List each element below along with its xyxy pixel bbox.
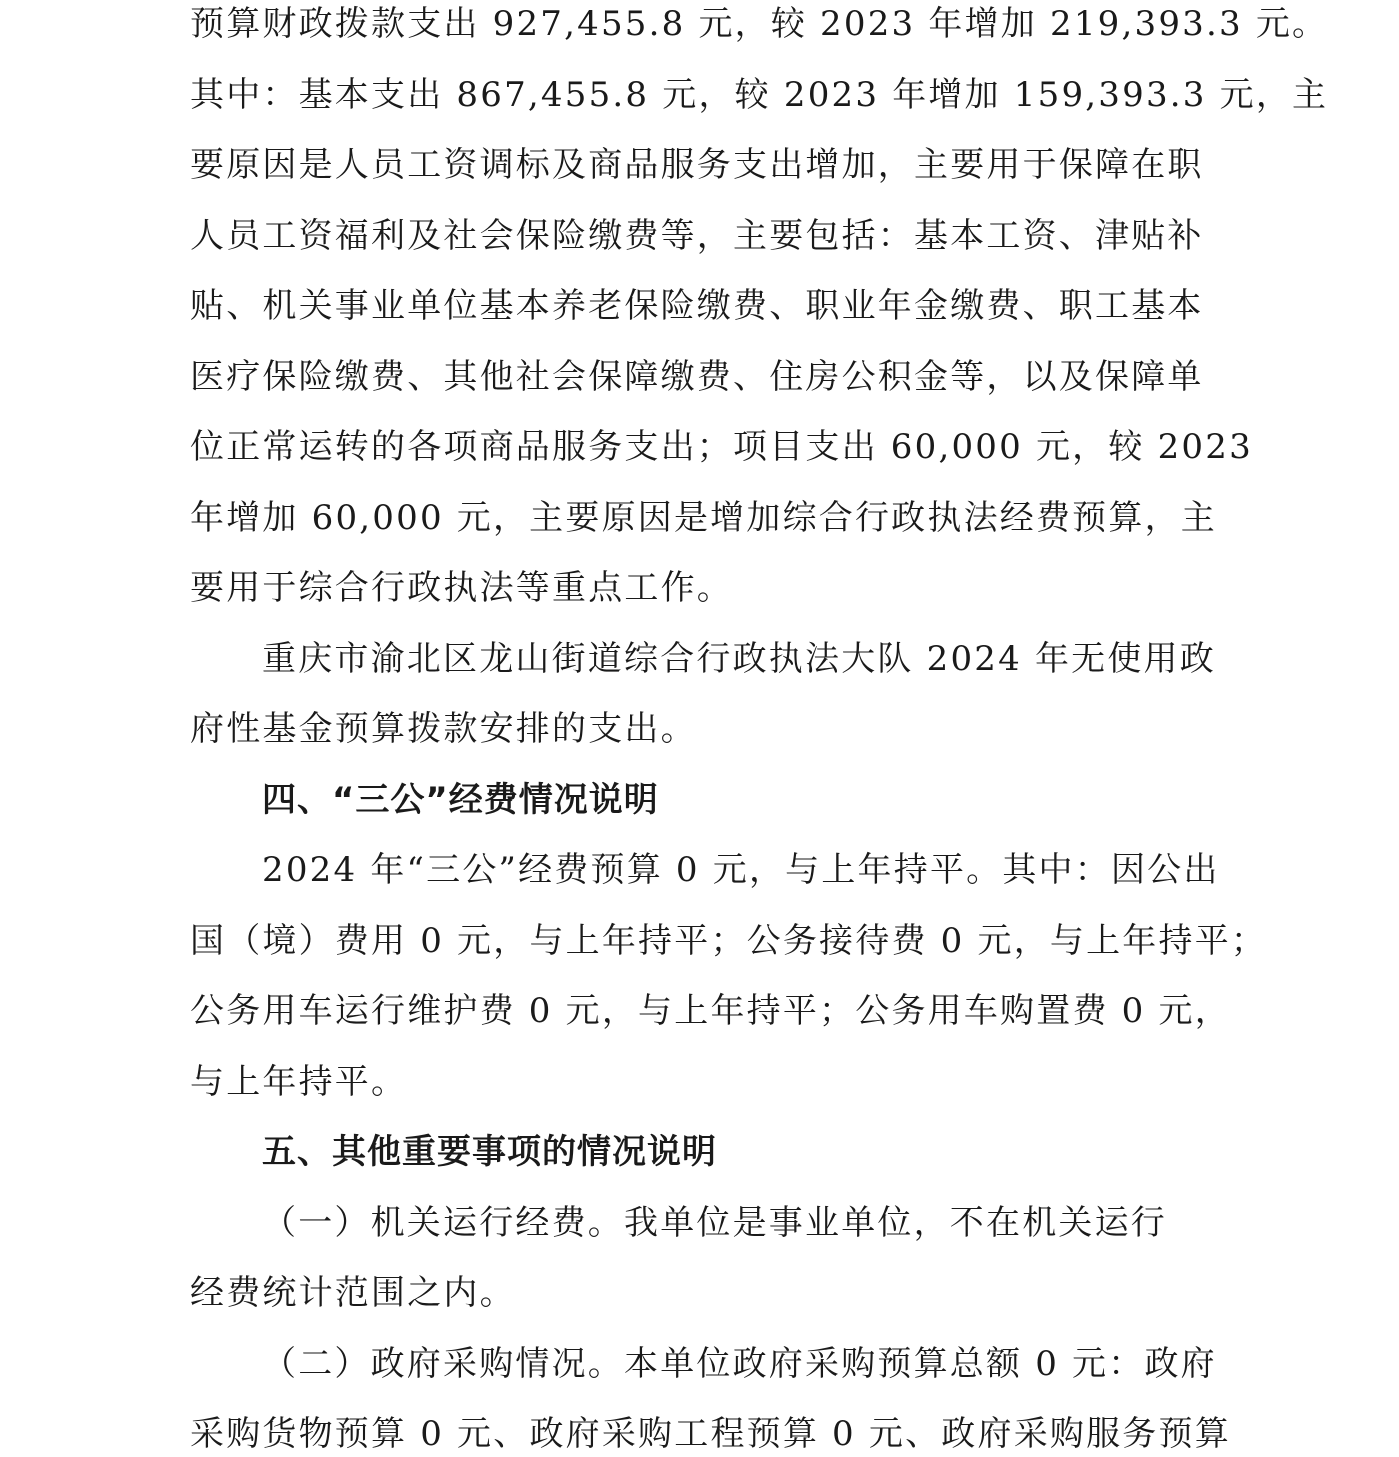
body-text-line: 人员工资福利及社会保险缴费等，主要包括：基本工资、津贴补 xyxy=(190,216,1204,256)
paragraph-first-line: 2024 年“三公”经费预算 0 元，与上年持平。其中：因公出 xyxy=(262,850,1220,890)
body-text-line: 与上年持平。 xyxy=(190,1062,408,1102)
paragraph-first-line: 重庆市渝北区龙山街道综合行政执法大队 2024 年无使用政 xyxy=(262,639,1216,679)
section-heading-5: 五、其他重要事项的情况说明 xyxy=(262,1132,717,1172)
body-text-line: 预算财政拨款支出 927,455.8 元，较 2023 年增加 219,393.3 元。 xyxy=(190,4,1329,44)
paragraph-first-line: （二）政府采购情况。本单位政府采购预算总额 0 元：政府 xyxy=(262,1344,1217,1384)
body-text-line: 位正常运转的各项商品服务支出；项目支出 60,000 元，较 2023 xyxy=(190,427,1253,467)
body-text-line: 采购货物预算 0 元、政府采购工程预算 0 元、政府采购服务预算 xyxy=(190,1414,1231,1454)
body-text-line: 年增加 60,000 元，主要原因是增加综合行政执法经费预算，主 xyxy=(190,498,1217,538)
body-text-line: 医疗保险缴费、其他社会保障缴费、住房公积金等，以及保障单 xyxy=(190,357,1204,397)
body-text-line: 要用于综合行政执法等重点工作。 xyxy=(190,568,733,608)
body-text-line: 公务用车运行维护费 0 元，与上年持平；公务用车购置费 0 元， xyxy=(190,991,1231,1031)
body-text-line: 要原因是人员工资调标及商品服务支出增加，主要用于保障在职 xyxy=(190,145,1204,185)
body-text-line: 贴、机关事业单位基本养老保险缴费、职业年金缴费、职工基本 xyxy=(190,286,1204,326)
body-text-line: 国（境）费用 0 元，与上年持平；公务接待费 0 元，与上年持平； xyxy=(190,921,1268,961)
section-heading-4: 四、“三公”经费情况说明 xyxy=(262,780,659,820)
paragraph-first-line: （一）机关运行经费。我单位是事业单位，不在机关运行 xyxy=(262,1203,1167,1243)
body-text-line: 经费统计范围之内。 xyxy=(190,1273,516,1313)
body-text-line: 其中：基本支出 867,455.8 元，较 2023 年增加 159,393.3 元，主 xyxy=(190,75,1329,115)
body-text-line: 府性基金预算拨款安排的支出。 xyxy=(190,709,697,749)
